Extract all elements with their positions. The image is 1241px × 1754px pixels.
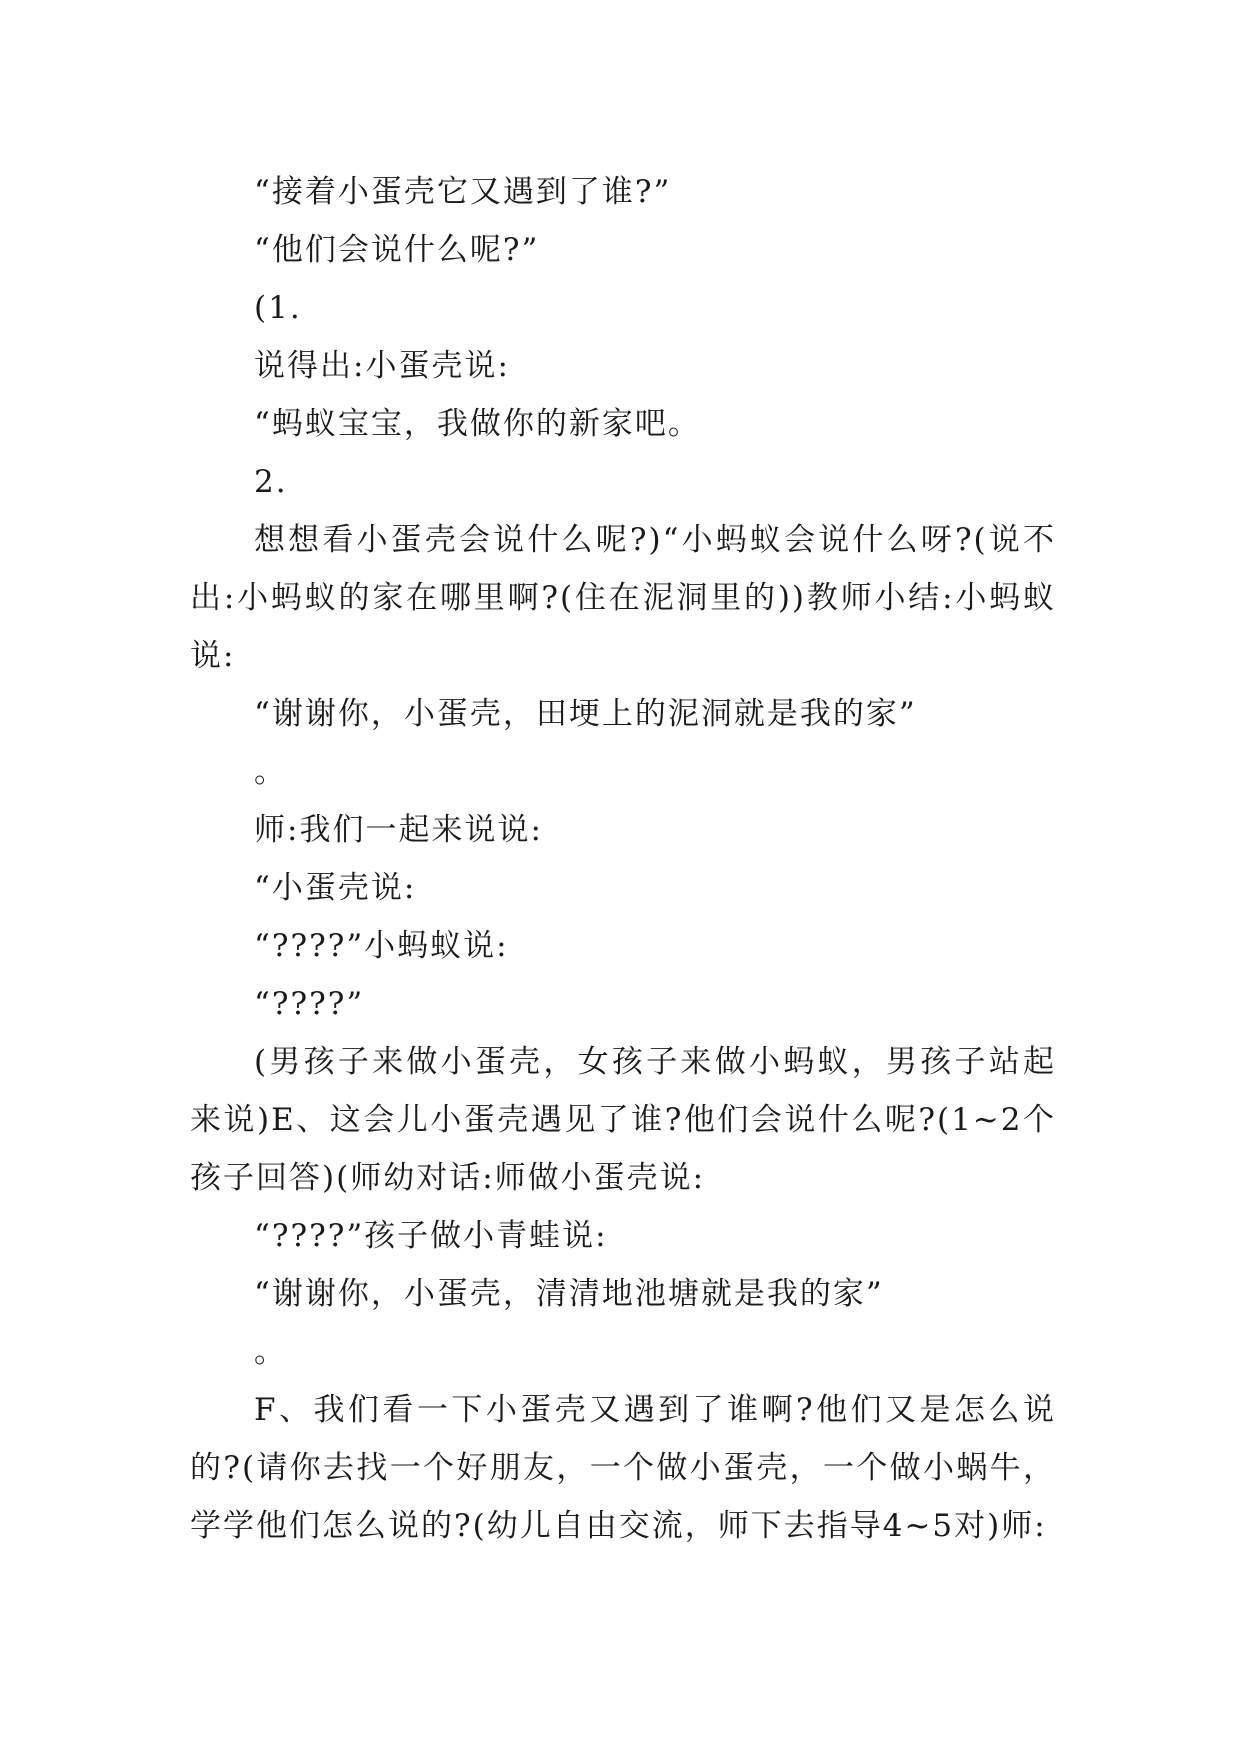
paragraph: “蚂蚁宝宝，我做你的新家吧。 xyxy=(254,406,701,442)
paragraph: 师:我们一起来说说: xyxy=(254,812,543,848)
document-body xyxy=(190,163,1056,1555)
paragraph: 。 xyxy=(254,754,287,790)
paragraph: 想想看小蛋壳会说什么呢?)“小蚂蚁会说什么呀?(说不出:小蚂蚁的家在哪里啊?(住在泥洞里的))教师小结:小蚂蚁说: xyxy=(190,522,1056,674)
paragraph: (男孩子来做小蛋壳，女孩子来做小蚂蚁，男孩子站起来说)E、这会儿小蛋壳遇见了谁?他们会说什么呢?(1~2个孩子回答)(师幼对话:师做小蛋壳说: xyxy=(190,1044,1056,1196)
paragraph: 说得出:小蛋壳说: xyxy=(254,348,510,384)
paragraph: “????”孩子做小青蛙说: xyxy=(254,1218,608,1254)
paragraph: “他们会说什么呢?” xyxy=(254,232,540,268)
paragraph: “小蛋壳说: xyxy=(254,870,417,906)
paragraph: “谢谢你，小蛋壳，清清地池塘就是我的家” xyxy=(254,1276,884,1312)
paragraph: (1. xyxy=(254,290,302,326)
paragraph: “谢谢你，小蛋壳，田埂上的泥洞就是我的家” xyxy=(254,696,917,732)
paragraph: F、我们看一下小蛋壳又遇到了谁啊?他们又是怎么说的?(请你去找一个好朋友，一个做小蛋壳，一个做小蜗牛，学学他们怎么说的?(幼儿自由交流，师下去指导4~5对)师: xyxy=(190,1392,1056,1544)
paragraph: 2. xyxy=(254,464,288,500)
paragraph: 。 xyxy=(254,1334,287,1370)
paragraph: “????” xyxy=(254,986,365,1022)
paragraph: “接着小蛋壳它又遇到了谁?” xyxy=(254,174,672,210)
paragraph: “????”小蚂蚁说: xyxy=(254,928,509,964)
